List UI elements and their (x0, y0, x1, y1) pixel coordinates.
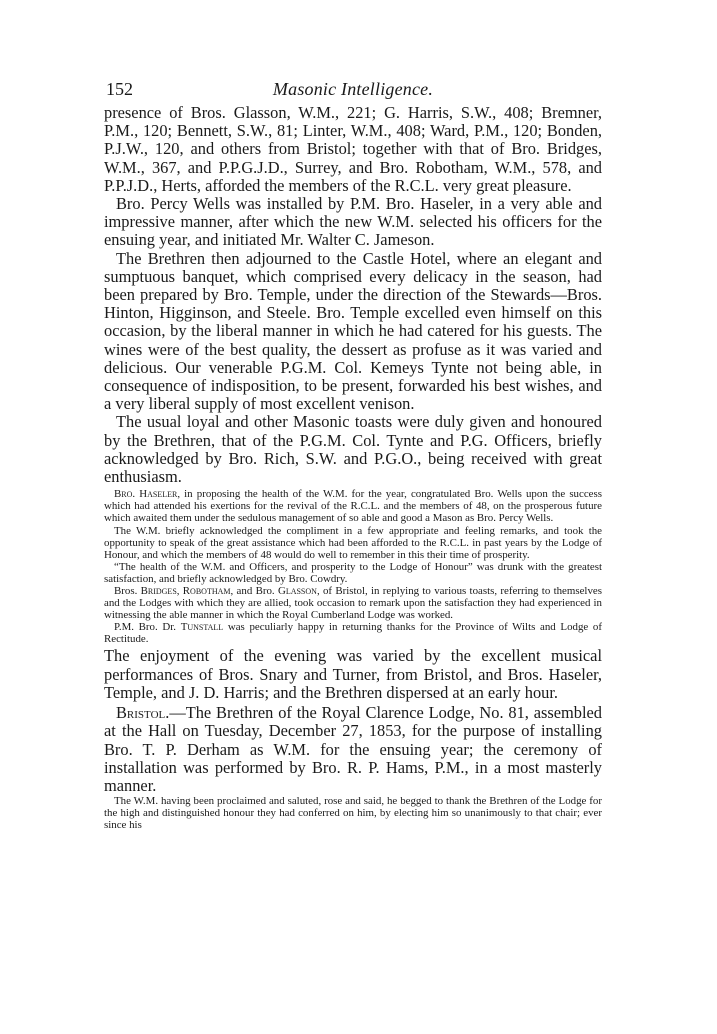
paragraph-text: , of Bristol, in replying to various toasts, referring to themselves and the Lodges with which they are allied, took occasion to remark upon the satisfaction they had experienced in witnessing the able manner in which the Royal Cumberland Lodge was worked. (104, 585, 602, 622)
page-number: 152 (106, 79, 133, 99)
paragraph-text: .—The Brethren of the Royal Clarence Lodge, No. 81, assembled at the Hall on Tuesday, December 27, 1853, for the purpose of installing Bro. T. P. Derham as W.M. for the ensuing year; the ceremony of installation was performed by Bro. R. P. Hams, P.M., in a most masterly manner. (104, 703, 602, 795)
paragraph-tunstall-reply (104, 621, 602, 645)
paragraph-text: P.M. Bro. Dr. (114, 621, 181, 634)
article-body (104, 104, 602, 831)
speaker-name: Robotham (182, 585, 231, 598)
paragraph-bristol-lodge (104, 704, 602, 795)
paragraph-attendance: presence of Bros. Glasson, W.M., 221; G. Harris, S.W., 408; Bremner, P.M., 120; Bennett, S.W., 81; Linter, W.M., 408; Ward, P.M., 120; Bonden, P.J.W., 120, and others from Bristol; together with that of Bro. Bridges, W.M., 367, and P.P.G.J.D., Surrey, and Bro. Robotham, W.M., 578, and P.P.J.D., Herts, afforded the members of the R.C.L. very great pleasure. (104, 103, 602, 195)
paragraph-bristol-reply (104, 585, 602, 621)
paragraph-entertainment: The enjoyment of the evening was varied by the excellent musical performances of Bros. Snary and Turner, from Bristol, and Bros. Haseler, Temple, and J. D. Harris; and the Brethren dispersed at an early hour. (104, 646, 602, 702)
paragraph-text: , and Bro. (230, 585, 278, 598)
paragraph-text: , (176, 585, 183, 598)
page-header (104, 79, 602, 103)
paragraph-banquet: The Brethren then adjourned to the Castle Hotel, where an elegant and sumptuous banquet, which comprised every delicacy in the season, had been prepared by Bro. Temple, under the direction of the Stewards—Bros. Hinton, Higginson, and Steele. Bro. Temple excelled even himself on this occasion, by the liberal manner in which he had catered for his guests. The wines were of the best quality, the dessert as profuse as it was varied and delicious. Our venerable P.G.M. Col. Kemeys Tynte not being able, in consequence of indisposition, to be present, forwarded his best wishes, and a very liberal supply of most excellent venison. (104, 248, 602, 414)
speaker-name: Bro. Haseler (114, 488, 178, 501)
speaker-name: Glasson (277, 585, 317, 598)
paragraph-text: was peculiarly happy in returning thanks for the Province of Wilts and Lodge of Rectitude. (104, 621, 602, 646)
speaker-name: Bridges (140, 585, 177, 598)
paragraph-wm-reply: The W.M. briefly acknowledged the compliment in a few appropriate and feeling remarks, and took the opportunity to speak of the great assistance which had been afforded to the R.C.L. in past years by the Lodge of Honour, and which the members of 48 would do well to remember in this their time of prosperity. (104, 524, 602, 561)
paragraph-installation: Bro. Percy Wells was installed by P.M. Bro. Haseler, in a very able and impressive manner, after which the new W.M. selected his officers for the ensuing year, and initiated Mr. Walter C. Jameson. (104, 194, 602, 250)
paragraph-text: Bros. (114, 585, 141, 598)
running-head: Masonic Intelligence. (272, 79, 434, 99)
paragraph-text: , in proposing the health of the W.M. for the year, congratulated Bro. Wells upon the success which had attended his exertions for the revival of the R.C.L. and the members of 48, on the prosperous future which awaited them under the sedulous management of so able and good a Mason as Bro. Percy Wells. (104, 488, 602, 525)
section-heading: Bristol (116, 703, 166, 723)
speaker-name: Tunstall (180, 621, 224, 634)
paragraph-haseler-toast (104, 488, 602, 524)
paragraph-wm-address: The W.M. having been proclaimed and saluted, rose and said, he begged to thank the Brethren of the Lodge for the high and distinguished honour they had conferred on him, by electing him so unanimously to that chair; ever since his (104, 795, 602, 832)
paragraph-officers-toast: “The health of the W.M. and Officers, and prosperity to the Lodge of Honour” was drunk with the greatest satisfaction, and briefly acknowledged by Bro. Cowdry. (104, 560, 602, 585)
paragraph-toasts: The usual loyal and other Masonic toasts were duly given and honoured by the Brethren, that of the P.G.M. Col. Tynte and P.G. Officers, briefly acknowledged by Bro. Rich, S.W. and P.G.O., being received with great enthusiasm. (104, 412, 602, 487)
